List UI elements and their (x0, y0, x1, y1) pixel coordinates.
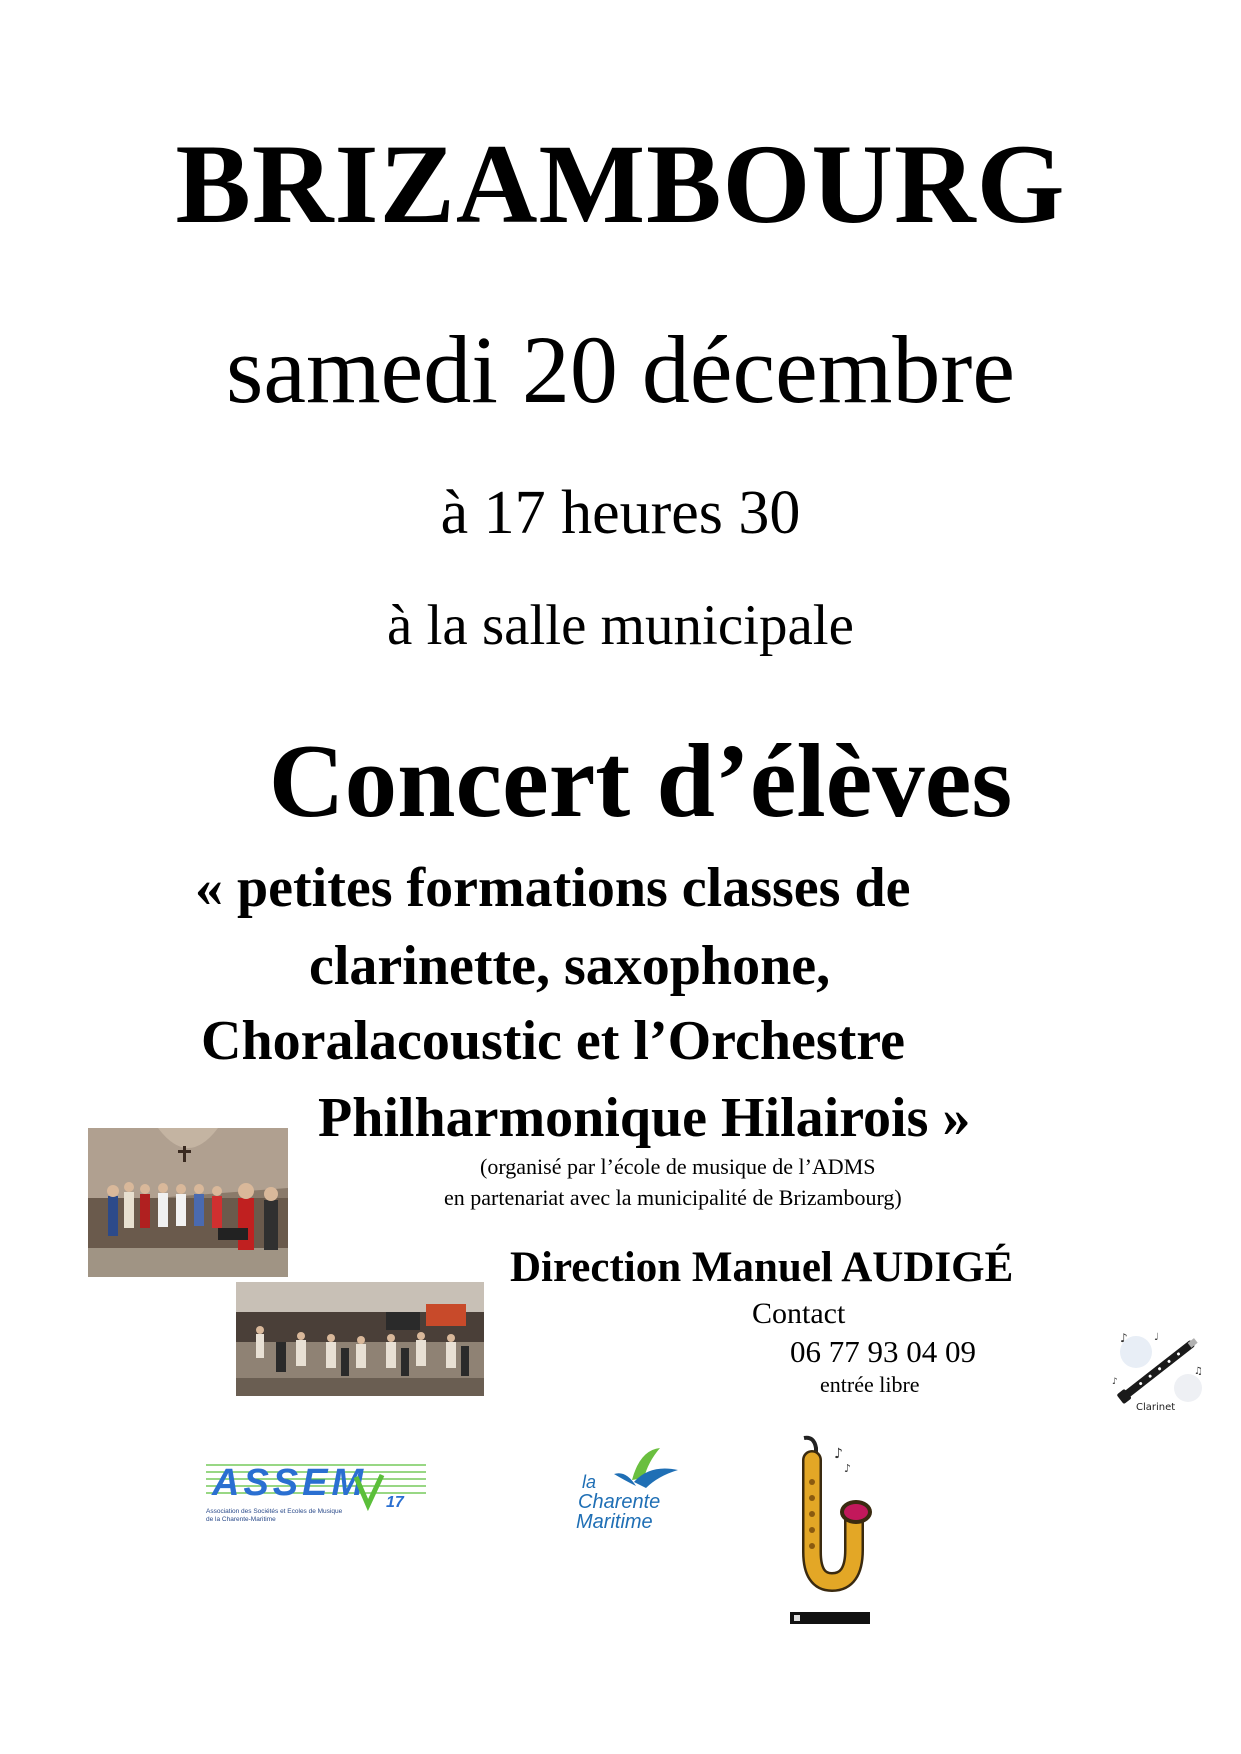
contact-phone: 06 77 93 04 09 (790, 1334, 976, 1369)
director-name: Direction Manuel AUDIGÉ (510, 1244, 1014, 1291)
town-title: BRIZAMBOURG (175, 122, 1066, 247)
svg-text:♪: ♪ (844, 1462, 852, 1475)
choir-photo (88, 1128, 288, 1277)
svg-text:♩: ♩ (1154, 1332, 1159, 1343)
assfm-wordmark: ASSEM (212, 1462, 368, 1504)
assfm-caption-1: Association des Sociétés et Ecoles de Musique (206, 1508, 343, 1515)
bird-icon (614, 1448, 678, 1488)
svg-text:♪: ♪ (834, 1446, 843, 1462)
cm-line-3: Maritime (576, 1511, 653, 1533)
svg-text:♪: ♪ (1112, 1377, 1118, 1387)
event-venue: à la salle municipale (387, 594, 854, 657)
event-title: Concert d’élèves (268, 722, 1013, 839)
subtitle-line-3: Choralacoustic et l’Orchestre (201, 1010, 905, 1072)
subtitle-line-1: « petites formations classes de (195, 857, 911, 919)
svg-text:♫: ♫ (1194, 1366, 1203, 1377)
charente-maritime-logo (574, 1444, 694, 1536)
event-date: samedi 20 décembre (226, 316, 1015, 423)
cm-line-1: la (582, 1472, 597, 1492)
orchestra-photo (236, 1282, 484, 1396)
clarinet-label: Clarinet (1136, 1402, 1176, 1413)
organizer-line-1: (organisé par l’école de musique de l’ADMS (480, 1154, 876, 1179)
organizer-line-2: en partenariat avec la municipalité de Brizambourg) (444, 1185, 902, 1210)
subtitle-line-4: Philharmonique Hilairois » (318, 1087, 971, 1149)
entry-note: entrée libre (820, 1372, 920, 1397)
clarinet-icon (1106, 1326, 1210, 1414)
event-time: à 17 heures 30 (440, 479, 801, 547)
svg-text:♪: ♪ (1120, 1331, 1128, 1345)
assfm-logo (206, 1455, 438, 1527)
saxophone-icon (782, 1432, 880, 1628)
assfm-number: 17 (386, 1494, 404, 1511)
cm-line-2: Charente (578, 1491, 661, 1513)
contact-label: Contact (752, 1297, 846, 1330)
subtitle-line-2: clarinette, saxophone, (309, 935, 831, 997)
assfm-caption-2: de la Charente-Maritime (206, 1516, 276, 1523)
